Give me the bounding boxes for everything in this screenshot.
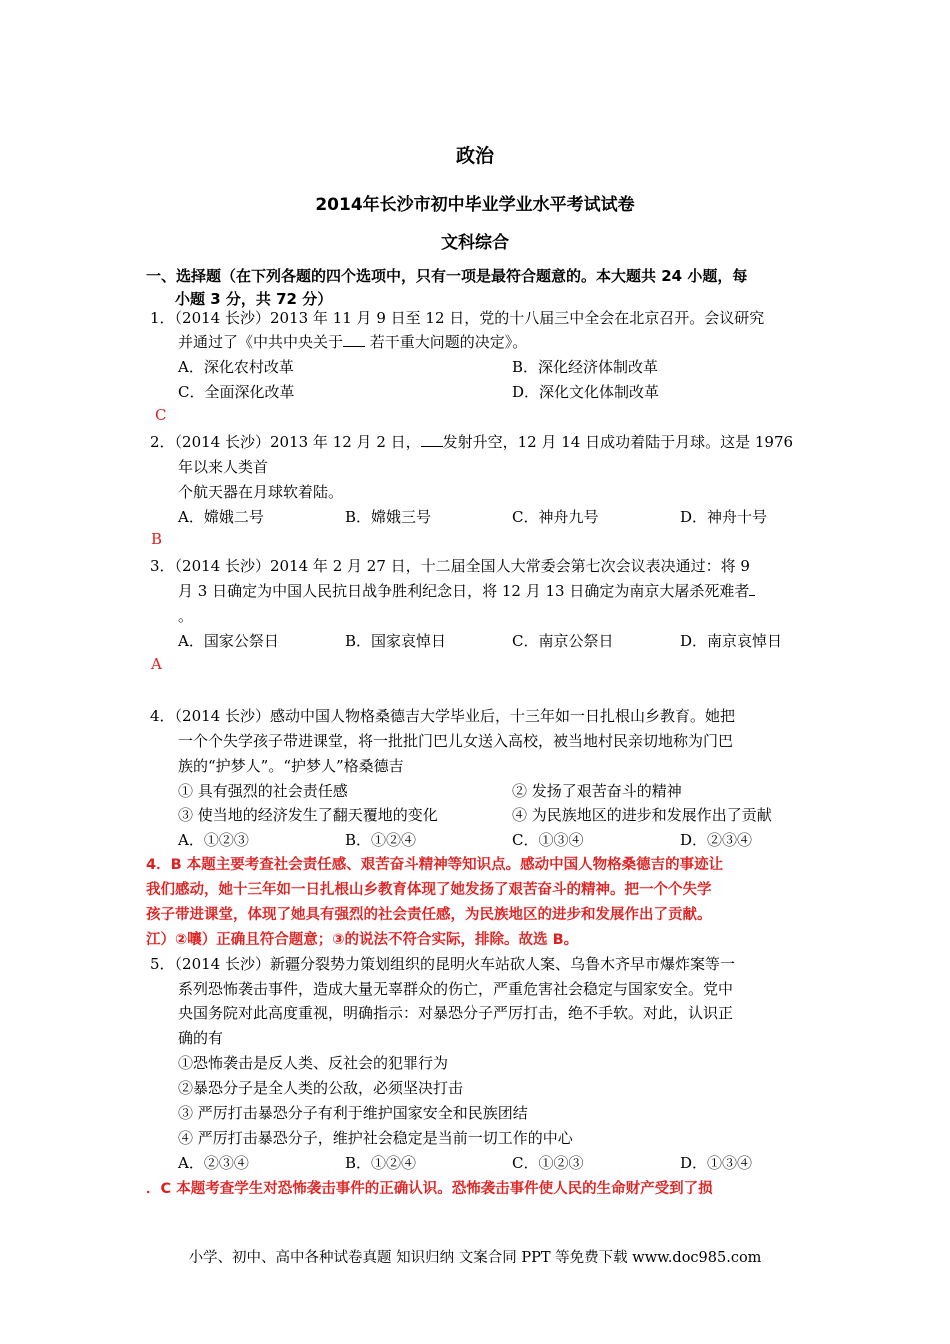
q1-option-b: B．深化经济体制改革 bbox=[512, 358, 659, 376]
q3-option-d: D．南京哀悼日 bbox=[680, 632, 783, 650]
q4-stem-line1: 4．（2014 长沙）感动中国人物格桑德吉大学毕业后，十三年如一日扎根山乡教育。她把 bbox=[150, 707, 735, 725]
q4-statement-3: ③ 使当地的经济发生了翻天覆地的变化 bbox=[178, 806, 438, 824]
q5-stem-line2: 系列恐怖袭击事件，造成大量无辜群众的伤亡，严重危害社会稳定与国家安全。党中 bbox=[178, 980, 734, 998]
q2-stem-line2: 年以来人类首 bbox=[178, 458, 269, 476]
q4-option-b: B．①②④ bbox=[345, 831, 417, 849]
q1-answer: C bbox=[155, 406, 167, 424]
subject-heading: 政治 bbox=[455, 145, 494, 167]
q2-blank bbox=[421, 432, 443, 447]
q4-explanation-line4: 江）②嚷）正确且符合题意；③的说法不符合实际，排除。故选 B。 bbox=[146, 932, 579, 948]
section-instruction-line2: 小题 3 分，共 72 分） bbox=[175, 290, 333, 308]
q5-stem-line4: 确的有 bbox=[178, 1029, 224, 1047]
section-instruction-line1: 一、选择题（在下列各题的四个选项中，只有一项是最符合题意的。本大题共 24 小题，每 bbox=[146, 267, 748, 285]
paper-type: 文科综合 bbox=[441, 233, 509, 253]
q5-stem-line1: 5．（2014 长沙）新疆分裂势力策划组织的昆明火车站砍人案、乌鲁木齐早市爆炸案等一 bbox=[150, 955, 735, 973]
q4-explanation-line2: 我们感动，她十三年如一日扎根山乡教育体现了她发扬了艰苦奋斗的精神。把一个个失学 bbox=[146, 882, 712, 898]
q4-statement-2: ② 发扬了艰苦奋斗的精神 bbox=[512, 782, 682, 800]
q4-statement-1: ① 具有强烈的社会责任感 bbox=[178, 782, 348, 800]
q2-stem-line1: 2．（2014 长沙）2013 年 12 月 2 日， 发射升空，12 月 14 日成功着陆于月球。这是 1976 bbox=[150, 433, 794, 451]
q3-option-a: A．国家公祭日 bbox=[178, 632, 279, 650]
q5-option-b: B．①②④ bbox=[345, 1154, 417, 1172]
q4-stem-line3: 族的“护梦人”。“护梦人”格桑德吉 bbox=[178, 757, 404, 775]
q1-option-a: A．深化农村改革 bbox=[178, 358, 294, 376]
q5-stem-line3: 央国务院对此高度重视，明确指示：对暴恐分子严厉打击，绝不手软。对此，认识正 bbox=[178, 1004, 734, 1022]
q3-answer: A bbox=[151, 655, 162, 673]
exam-title: 2014年长沙市初中毕业学业水平考试试卷 bbox=[315, 195, 635, 215]
q3-blank bbox=[749, 581, 755, 596]
q3-stem-line1: 3．（2014 长沙）2014 年 2 月 27 日，十二届全国人大常委会第七次会议表决通过：将 9 bbox=[150, 557, 750, 575]
q3-stem-line3: 。 bbox=[178, 607, 194, 625]
q5-option-a: A．②③④ bbox=[178, 1154, 249, 1172]
q5-statement-3: ③ 严厉打击暴恐分子有利于维护国家安全和民族团结 bbox=[178, 1104, 528, 1122]
q4-explanation-line3: 孩子带进课堂，体现了她具有强烈的社会责任感，为民族地区的进步和发展作出了贡献。 bbox=[146, 907, 712, 923]
q5-statement-2: ②暴恐分子是全人类的公敌，必须坚决打击 bbox=[178, 1079, 464, 1097]
q1-option-d: D．深化文化体制改革 bbox=[512, 383, 660, 401]
q2-option-b: B．嫦娥三号 bbox=[345, 508, 432, 526]
q1-option-c: C．全面深化改革 bbox=[178, 383, 295, 401]
q4-explanation-line1: 4．B 本题主要考查社会责任感、艰苦奋斗精神等知识点。感动中国人物格桑德吉的事迹让 bbox=[146, 857, 724, 873]
q5-option-c: C．①②③ bbox=[512, 1154, 584, 1172]
q1-stem-line2: 并通过了《中共中央关于 若干重大问题的决定》。 bbox=[178, 333, 528, 351]
q4-statement-4: ④ 为民族地区的进步和发展作出了贡献 bbox=[512, 806, 772, 824]
q2-option-c: C．神舟九号 bbox=[512, 508, 599, 526]
q2-option-a: A．嫦娥二号 bbox=[178, 508, 264, 526]
q3-option-b: B．国家哀悼日 bbox=[345, 632, 447, 650]
q1-blank bbox=[343, 332, 365, 347]
q5-statement-4: ④ 严厉打击暴恐分子，维护社会稳定是当前一切工作的中心 bbox=[178, 1129, 573, 1147]
q4-option-c: C．①③④ bbox=[512, 831, 584, 849]
q2-stem-line3: 个航天器在月球软着陆。 bbox=[178, 483, 344, 501]
q2-answer: B bbox=[151, 530, 163, 548]
q1-stem-line1: 1．（2014 长沙）2013 年 11 月 9 日至 12 日，党的十八届三中全会在北京召开。会议研究 bbox=[150, 309, 765, 327]
q3-stem-line2: 月 3 日确定为中国人民抗日战争胜利纪念日，将 12 月 13 日确定为南京大屠杀死难者 bbox=[178, 580, 755, 601]
q4-option-a: A．①②③ bbox=[178, 831, 249, 849]
q5-statement-1: ①恐怖袭击是反人类、反社会的犯罪行为 bbox=[178, 1054, 449, 1072]
q4-option-d: D．②③④ bbox=[680, 831, 753, 849]
q4-stem-line2: 一个个失学孩子带进课堂，将一批批门巴儿女送入高校，被当地村民亲切地称为门巴 bbox=[178, 732, 734, 750]
page-footer: 小学、初中、高中各种试卷真题 知识归纳 文案合同 PPT 等免费下载 www.doc985.com bbox=[188, 1250, 762, 1266]
q5-explanation-line1: ．C 本题考查学生对恐怖袭击事件的正确认识。恐怖袭击事件使人民的生命财产受到了损 bbox=[146, 1181, 713, 1197]
q2-option-d: D．神舟十号 bbox=[680, 508, 768, 526]
q5-option-d: D．①③④ bbox=[680, 1154, 753, 1172]
q3-option-c: C．南京公祭日 bbox=[512, 632, 614, 650]
